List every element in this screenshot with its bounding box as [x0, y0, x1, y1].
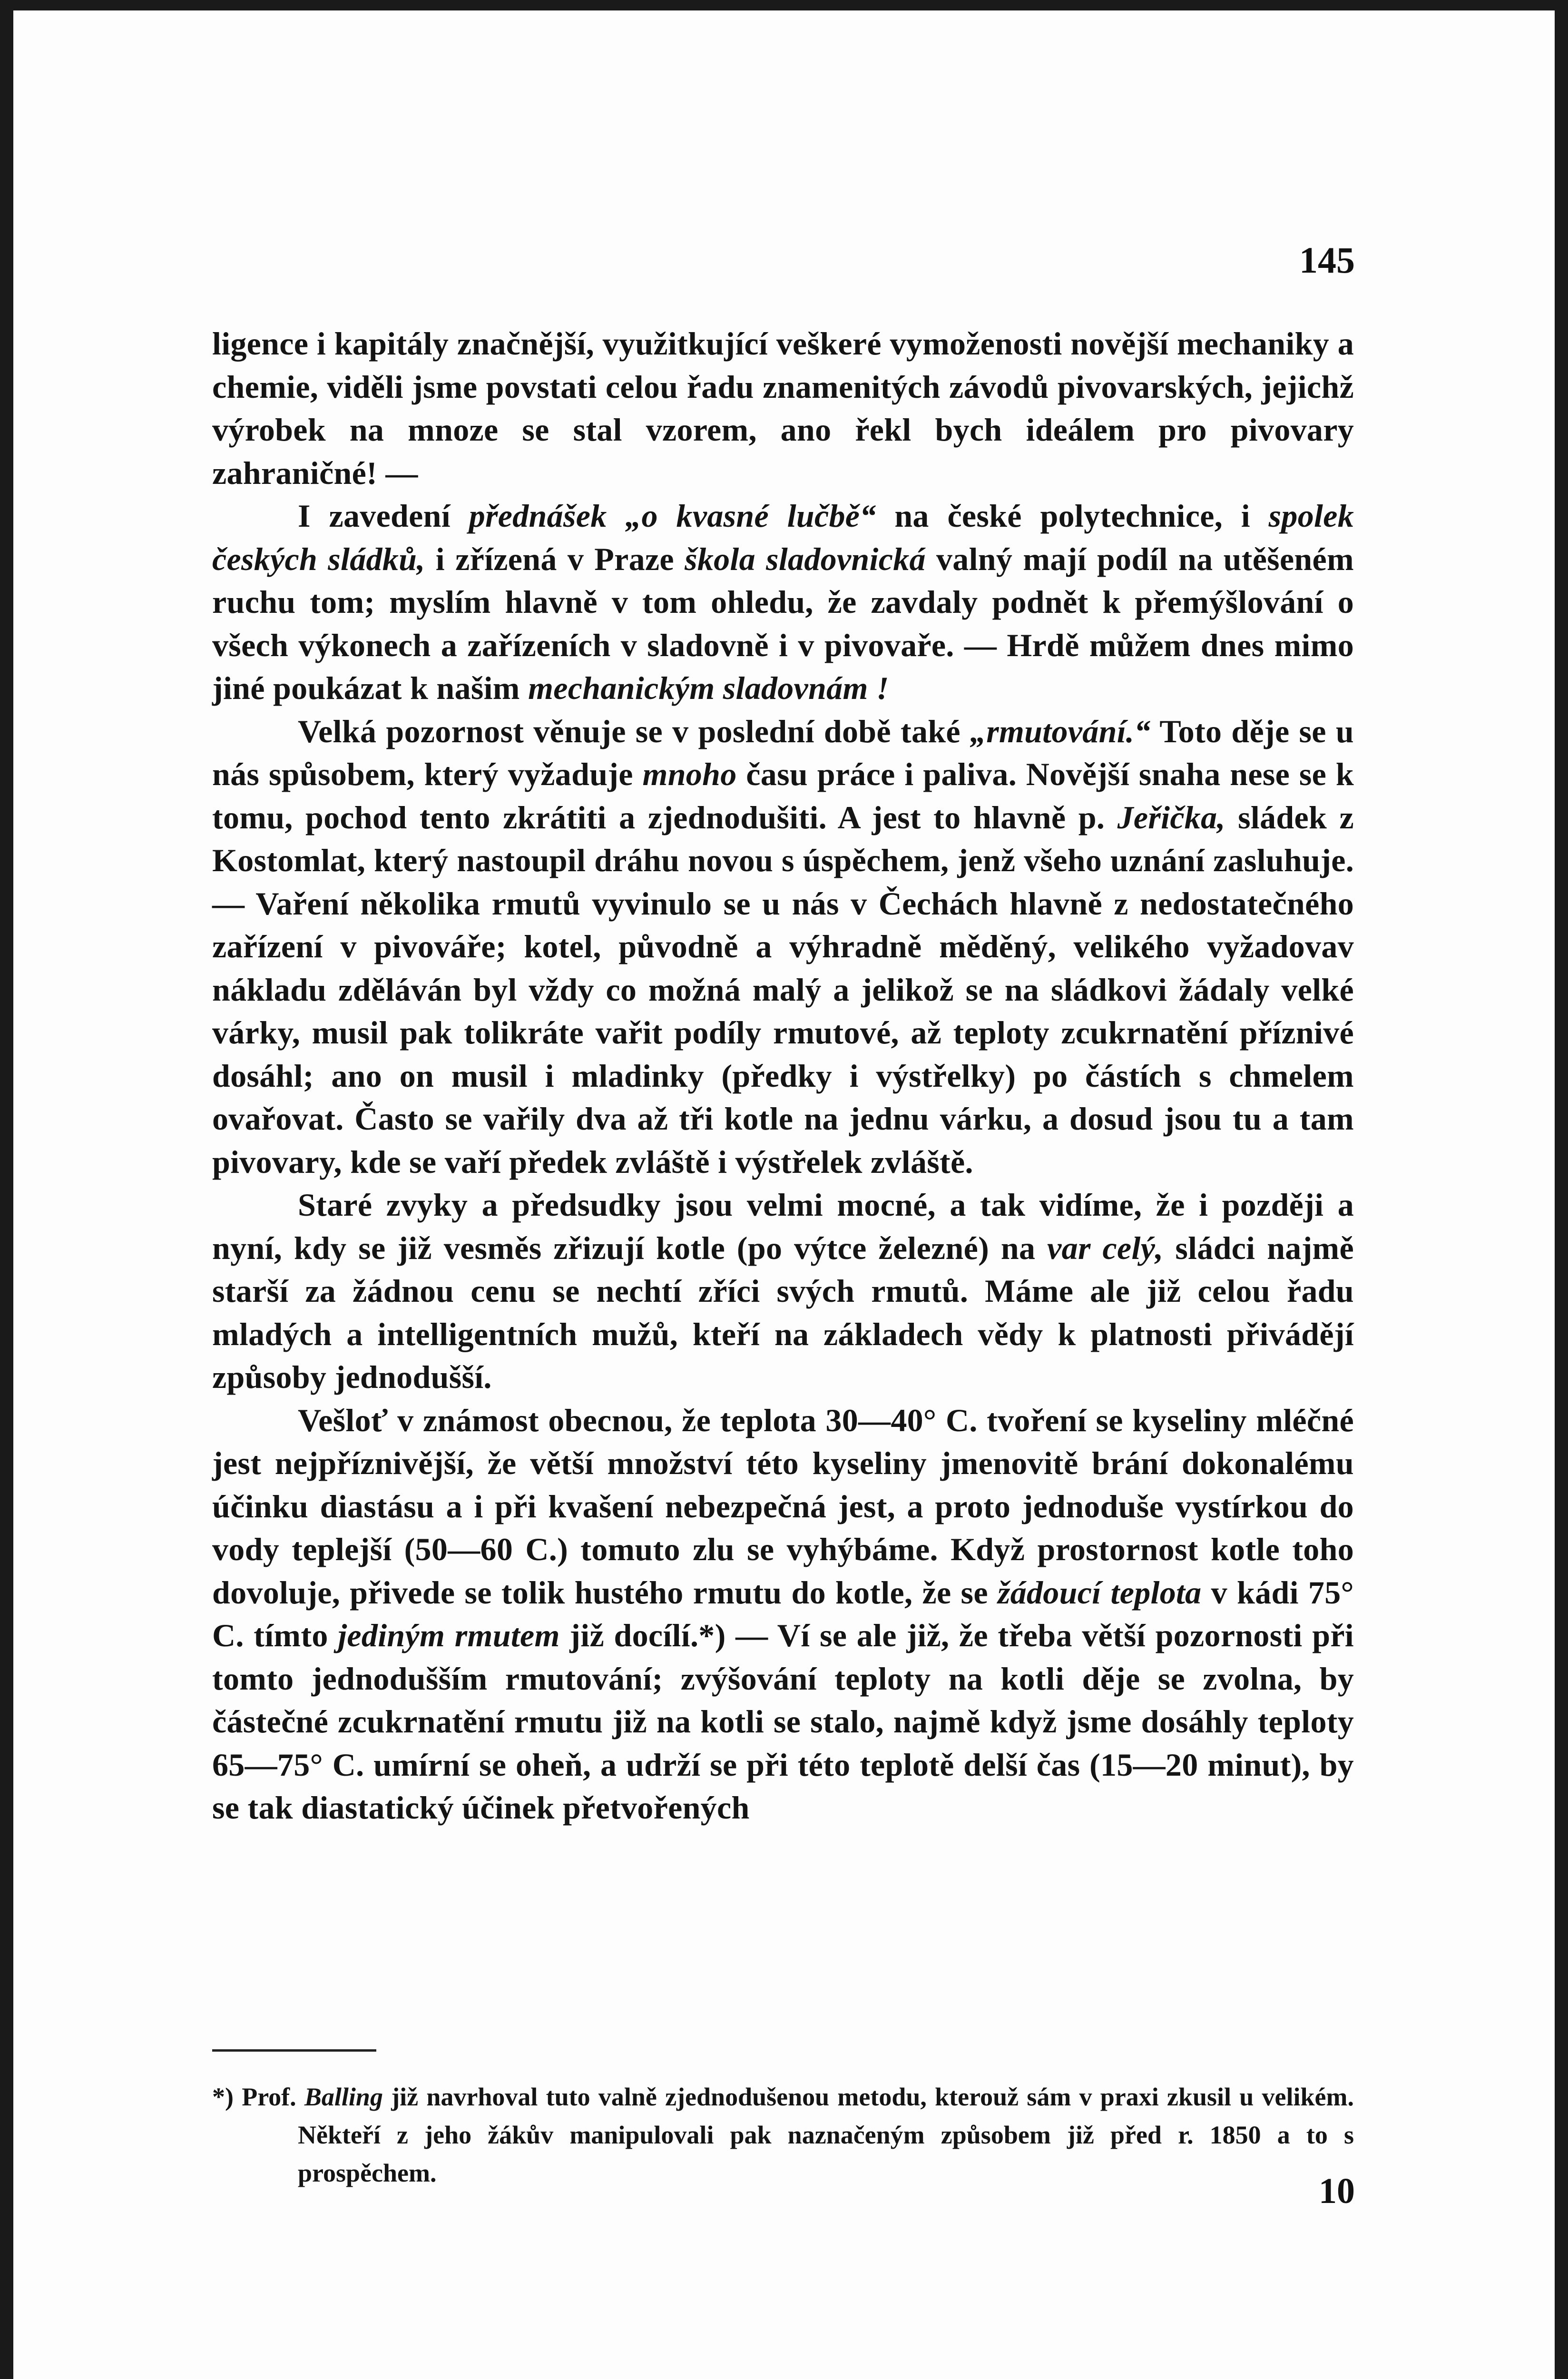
- paragraph: [212, 1399, 1354, 1829]
- text-run: Vešloť v známost obecnou, že teplota 30—40° C. tvoření se kyseliny mléčné jest nejpříznivější, že větší množství této kyseliny jmenovitě brání dokonalému účinku diastásu a i při kvašení nebezpečná jest, a proto jednoduše vystírkou do vody teplejší (50—60 C.) tomuto zlu se vyhýbáme. Když prostornost kotle toho dovoluje, přivede se tolik hustého rmutu do kotle, že se: [212, 1402, 1354, 1611]
- italic-text: škola sladovnická: [685, 541, 926, 577]
- italic-text: mechanickým sladovnám !: [528, 670, 889, 706]
- text-run: Toto děje se u nás spůsobem, který vyžaduje: [212, 713, 1354, 792]
- main-text: [212, 322, 1354, 1829]
- italic-text: mnoho: [642, 756, 737, 792]
- italic-text: „rmutování.“: [970, 713, 1151, 749]
- italic-text: Balling: [304, 2083, 383, 2111]
- footnote: [212, 2078, 1354, 2192]
- text-run: času práce i paliva. Novější snaha nese se k tomu, pochod tento zkrátiti a zjednodušiti. A jest to hlavně p.: [212, 756, 1354, 836]
- text-run: již navrhoval tuto valně zjednodušenou metodu, kterouž sám v praxi zkusil u velikém. Někteří z jeho žákův manipulovali pak naznačeným způsobem již před r. 1850 a to s prospěchem.: [298, 2083, 1354, 2187]
- text-run: Velká pozornost věnuje se v poslední době také: [298, 713, 970, 749]
- paragraph: [212, 1183, 1354, 1399]
- italic-text: jediným rmutem: [338, 1617, 560, 1653]
- signature-mark: 10: [1319, 2171, 1355, 2211]
- italic-text: Jeřička,: [1117, 799, 1225, 836]
- italic-text: žádoucí teplota: [997, 1574, 1202, 1611]
- paragraph: [212, 494, 1354, 710]
- text-run: *) Prof.: [212, 2083, 304, 2111]
- text-run: na české polytechnice, i: [876, 498, 1269, 534]
- text-run: ligence i kapitály značnější, využitkující veškeré vymoženosti novější mechaniky a chemie, viděli jsme povstati celou řadu znamenitých závodů pivovarských, jejichž výrobek na mnoze se stal vzorem, ano řekl bych ideálem pro pivovary zahraničné! —: [212, 325, 1354, 491]
- text-run: i zřízená v Praze: [425, 541, 685, 577]
- text-run: sládek z Kostomlat, který nastoupil dráhu novou s úspěchem, jenž všeho uznání zasluhuje. — Vaření několika rmutů vyvinulo se u nás v Čechách hlavně z nedostatečného zařízení v pivováře; kotel, původně a výhradně měděný, velikého vyžadovav nákladu zděláván byl vždy co možná malý a jelikož se na sládkovi žádaly velké várky, musil pak tolikráte vařit podíly rmutové, až teploty zcukrnatění příznivé dosáhl; ano on musil i mladinky (předky i výstřelky) po částích s chmelem ovařovat. Často se vařily dva až tři kotle na jednu várku, a dosud jsou tu a tam pivovary, kde se vaří předek zvláště i výstřelek zvláště.: [212, 799, 1354, 1180]
- paragraph: [212, 322, 1354, 494]
- text-run: valný mají podíl na utěšeném ruchu tom; myslím hlavně v tom ohledu, že zavdaly podnět k přemýšlování o všech výkonech a zařízeních v sladovně i v pivovaře. — Hrdě můžem dnes mimo jiné poukázat k našim: [212, 541, 1354, 706]
- text-run: sládci najmě starší za žádnou cenu se nechtí zříci svých rmutů. Máme ale již celou řadu mladých a intelligentních mužů, kteří na základech vědy k platnosti přivádějí způsoby jednodušší.: [212, 1229, 1354, 1395]
- italic-text: přednášek „o kvasné lučbě“: [469, 498, 876, 534]
- paragraph: [212, 710, 1354, 1184]
- text-run: I zavedení: [298, 498, 469, 534]
- text-run: Staré zvyky a předsudky jsou velmi mocné, a tak vidíme, že i později a nyní, kdy se již vesměs zřizují kotle (po výtce železné) na: [212, 1187, 1354, 1266]
- italic-text: var celý,: [1047, 1229, 1164, 1266]
- page-number: 145: [1299, 239, 1355, 281]
- footnote-divider: [212, 2049, 376, 2052]
- footnote-text: [212, 2078, 1354, 2192]
- text-run: již docílí.*) — Ví se ale již, že třeba větší pozornosti při tomto jednodušším rmutování; zvýšování teploty na kotli děje se zvolna, by částečné zcukrnatění rmutu již na kotli se stalo, najmě když jsme dosáhly teploty 65—75° C. umírní se oheň, a udrží se při této teplotě delší čas (15—20 minut), by se tak diastatický účinek přetvořených: [212, 1617, 1354, 1826]
- italic-text: spolek českých sládků,: [212, 498, 1354, 577]
- book-page: [13, 10, 1555, 2379]
- text-run: v kádi 75° C. tímto: [212, 1574, 1354, 1653]
